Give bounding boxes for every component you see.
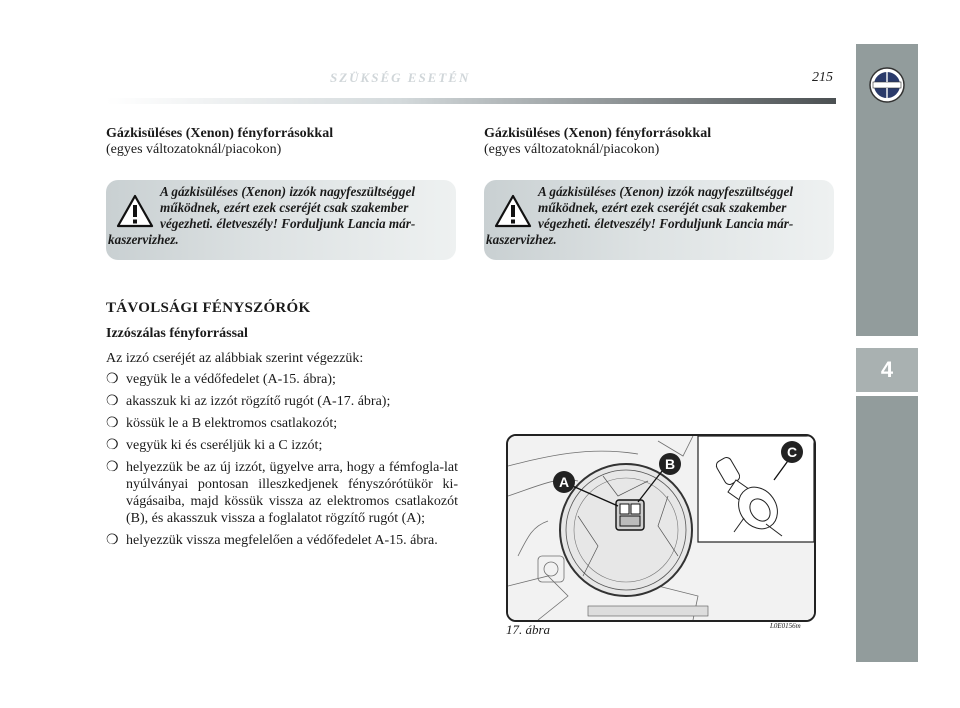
xenon-heading: Gázkisüléses (Xenon) fényforrásokkal [484,126,712,141]
bullet-icon: ❍ [106,460,119,475]
section-title: TÁVOLSÁGI FÉNYSZÓRÓK [106,300,311,316]
warning-box [106,180,456,260]
step-text: kössük le a B elektromos csatlakozót; [126,416,338,431]
xenon-heading: Gázkisüléses (Xenon) fényforrásokkal [106,126,334,141]
header-rule [106,98,836,104]
list-item [106,437,458,454]
headlight-illustration [508,436,814,620]
bullet-icon: ❍ [106,394,119,409]
page-number: 215 [812,70,833,85]
intro-text: Az izzó cseréjét az alábbiak szerint végezzük: [106,351,364,366]
bullet-icon: ❍ [106,372,119,387]
figure-label-c-text: C [786,444,798,460]
list-item [106,415,458,432]
lancia-logo-icon [868,66,906,104]
right-column [484,126,834,260]
figure-label-a-text: A [558,474,570,490]
warning-line: A gázkisüléses (Xenon) izzók nagyfeszültséggel [160,184,415,199]
xenon-subheading: (egyes változatoknál/piacokon) [106,142,282,157]
warning-line: végezheti. életveszély! Forduljunk Lancia már- [160,216,416,231]
section-subtitle: Izzószálas fényforrással [106,326,248,341]
list-item [106,371,458,388]
warning-text [484,180,824,248]
step-text: akasszuk ki az izzót rögzítő rugót (A-17. ábra); [126,394,391,409]
warning-line: működnek, ezért ezek cseréjét csak szakember [160,200,409,215]
list-item [106,393,458,410]
side-tab-bottom [856,396,918,662]
bullet-icon: ❍ [106,416,119,431]
xenon-subheading: (egyes változatoknál/piacokon) [484,142,660,157]
figure-label-c [781,441,803,463]
warning-line: működnek, ezért ezek cseréjét csak szakember [538,200,787,215]
running-header-title: SZÜKSÉG ESETÉN [330,70,471,85]
left-column [106,126,456,260]
figure-label-b [659,453,681,475]
figure-label-b-text: B [664,456,676,472]
list-item [106,532,458,549]
warning-text [106,180,446,248]
warning-line: kaszervizhez. [486,232,557,247]
chapter-number: 4 [880,357,894,382]
warning-box [484,180,834,260]
figure-label-a [553,471,575,493]
step-text: vegyük le a védőfedelet (A-15. ábra); [126,372,336,387]
bullet-icon: ❍ [106,533,119,548]
step-text: helyezzük vissza megfelelően a védőfedelet A-15. ábra. [126,533,438,548]
warning-line: végezheti. életveszély! Forduljunk Lancia már- [538,216,794,231]
warning-line: kaszervizhez. [108,232,179,247]
bullet-icon: ❍ [106,438,119,453]
figure-code: L0E0156m [770,622,801,630]
step-text: vegyük ki és cseréljük ki a C izzót; [126,438,323,453]
headlight-figure [506,434,816,622]
steps-list [106,371,458,554]
list-item [106,459,458,527]
warning-line: A gázkisüléses (Xenon) izzók nagyfeszültséggel [538,184,793,199]
figure-caption: 17. ábra [506,622,551,637]
step-text: helyezzük be az új izzót, ügyelve arra, hogy a fémfogla-lat nyúlványai pontosan illeszkedjenek fényszórótükör ki-vágásaiba, majd kössük vissza az elektromos csatlakozót (B), és akasszuk vissza a foglalatot rögzítő rugót (A); [126,460,458,526]
